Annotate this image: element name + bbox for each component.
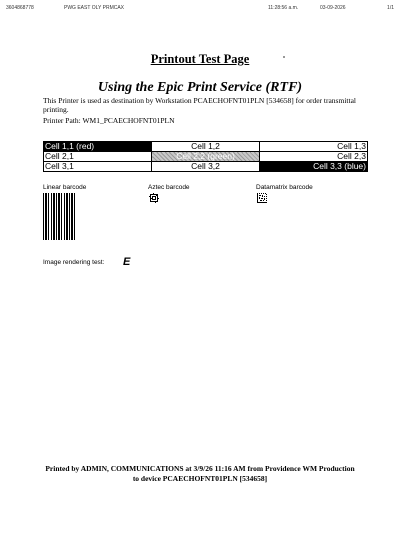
table-cell: Cell 1,1 (red)	[44, 142, 152, 152]
test-cell-table	[43, 141, 368, 172]
printer-path: Printer Path: WM1_PCAECHOFNT01PLN	[43, 116, 175, 125]
table-cell: Cell 3,2	[152, 162, 260, 172]
speck-mark	[283, 56, 285, 58]
page-subtitle: Using the Epic Print Service (RTF)	[97, 80, 303, 95]
table-cell: Cell 1,2	[152, 142, 260, 152]
datamatrix-barcode-label: Datamatrix barcode	[256, 184, 313, 191]
page-title: Printout Test Page	[150, 52, 250, 66]
table-cell: Cell 3,1	[44, 162, 152, 172]
fax-sender: PWG EAST OLY PRMCAX	[64, 5, 125, 11]
print-footer	[0, 464, 400, 484]
table-cell: Cell 3,3 (blue)	[260, 162, 368, 172]
linear-barcode-label: Linear barcode	[43, 184, 87, 191]
table-row	[44, 162, 368, 172]
footer-line-printed-by: Printed by ADMIN, COMMUNICATIONS at 3/9/26 11:16 AM from Providence WM Production	[45, 464, 355, 473]
printer-description: This Printer is used as destination by Workstation PCAECHOFNT01PLN [534658] for order transmittal printing.	[43, 96, 356, 114]
fax-header	[6, 5, 394, 15]
image-rendering-sample: E	[123, 256, 131, 268]
linear-barcode-image	[43, 193, 75, 240]
table-cell: Cell 2,2 (green)	[152, 152, 260, 162]
fax-id: 3604868778	[6, 5, 34, 11]
table-cell: Cell 1,3	[260, 142, 368, 152]
fax-time: 11:28:56 a.m.	[268, 5, 299, 11]
fax-page-count: 1/1	[387, 5, 394, 11]
table-cell: Cell 2,3	[260, 152, 368, 162]
aztec-barcode-image	[149, 193, 159, 203]
table-cell: Cell 2,1	[44, 152, 152, 162]
table-row	[44, 152, 368, 162]
datamatrix-barcode-image	[257, 193, 267, 203]
table-row	[44, 142, 368, 152]
footer-line-device: to device PCAECHOFNT01PLN [534658]	[132, 474, 268, 483]
fax-date: 03-09-2026	[320, 5, 346, 11]
aztec-barcode-label: Aztec barcode	[148, 184, 190, 191]
image-rendering-test-label: Image rendering test:	[43, 259, 105, 266]
